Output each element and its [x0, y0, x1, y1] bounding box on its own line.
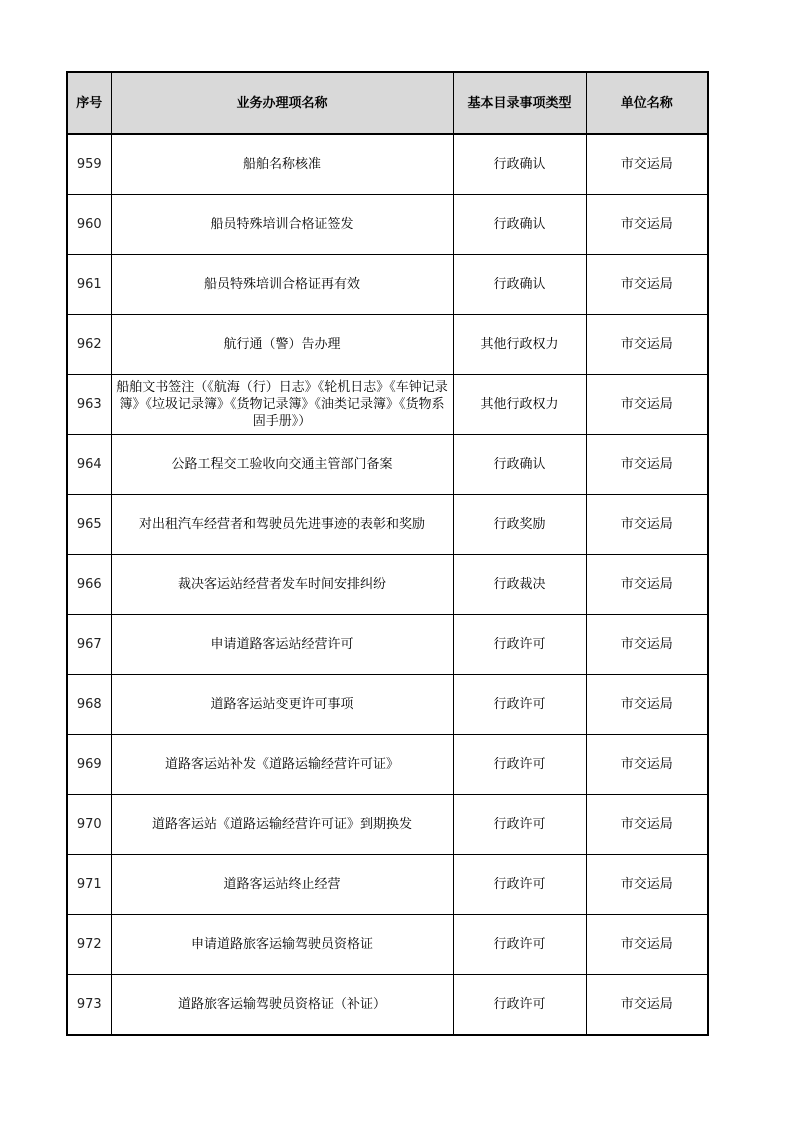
row-item-type-cell: 行政奖励: [453, 495, 586, 555]
row-item-type-cell: 行政确认: [453, 255, 586, 315]
row-seq-cell: 966: [67, 555, 111, 615]
row-item-name-cell: 船员特殊培训合格证再有效: [111, 255, 453, 315]
header-seq: 序号: [67, 72, 111, 134]
table-row: [67, 255, 708, 315]
row-item-type-cell: 其他行政权力: [453, 375, 586, 435]
table-row: [67, 195, 708, 255]
row-item-type-cell: 行政许可: [453, 975, 586, 1036]
row-item-name-cell: 裁决客运站经营者发车时间安排纠纷: [111, 555, 453, 615]
row-seq-cell: 972: [67, 915, 111, 975]
row-item-name-cell: 道路客运站《道路运输经营许可证》到期换发: [111, 795, 453, 855]
row-item-name-cell: 道路旅客运输驾驶员资格证（补证）: [111, 975, 453, 1036]
row-item-type-cell: 行政许可: [453, 735, 586, 795]
row-unit-name-cell: 市交运局: [586, 495, 708, 555]
row-item-type-cell: 行政确认: [453, 435, 586, 495]
row-item-name-cell: 航行通（警）告办理: [111, 315, 453, 375]
row-seq-cell: 970: [67, 795, 111, 855]
table-row: [67, 915, 708, 975]
row-seq-cell: 963: [67, 375, 111, 435]
row-item-name-cell: 申请道路旅客运输驾驶员资格证: [111, 915, 453, 975]
row-seq-cell: 971: [67, 855, 111, 915]
row-item-type-cell: 行政裁决: [453, 555, 586, 615]
row-seq-cell: 965: [67, 495, 111, 555]
row-item-name-cell: 对出租汽车经营者和驾驶员先进事迹的表彰和奖励: [111, 495, 453, 555]
row-seq-cell: 969: [67, 735, 111, 795]
row-unit-name-cell: 市交运局: [586, 315, 708, 375]
row-unit-name-cell: 市交运局: [586, 375, 708, 435]
row-item-name-cell: 公路工程交工验收向交通主管部门备案: [111, 435, 453, 495]
row-seq-cell: 964: [67, 435, 111, 495]
row-seq-cell: 959: [67, 134, 111, 195]
row-item-type-cell: 行政确认: [453, 195, 586, 255]
row-item-type-cell: 行政许可: [453, 675, 586, 735]
row-item-type-cell: 行政确认: [453, 134, 586, 195]
table-row: [67, 975, 708, 1036]
row-unit-name-cell: 市交运局: [586, 195, 708, 255]
table-row: [67, 735, 708, 795]
row-item-name-cell: 申请道路客运站经营许可: [111, 615, 453, 675]
row-item-name-cell: 道路客运站终止经营: [111, 855, 453, 915]
row-item-type-cell: 行政许可: [453, 795, 586, 855]
row-unit-name-cell: 市交运局: [586, 855, 708, 915]
header-unit-name: 单位名称: [586, 72, 708, 134]
table-row: [67, 855, 708, 915]
row-item-name-cell: 船舶名称核准: [111, 134, 453, 195]
row-item-type-cell: 行政许可: [453, 915, 586, 975]
row-seq-cell: 968: [67, 675, 111, 735]
row-unit-name-cell: 市交运局: [586, 134, 708, 195]
table-body: [67, 134, 708, 1035]
row-unit-name-cell: 市交运局: [586, 615, 708, 675]
row-item-type-cell: 行政许可: [453, 615, 586, 675]
table-row: [67, 795, 708, 855]
table-row: [67, 555, 708, 615]
row-seq-cell: 962: [67, 315, 111, 375]
header-row: [67, 72, 708, 134]
row-item-type-cell: 行政许可: [453, 855, 586, 915]
table-row: [67, 495, 708, 555]
header-item-type: 基本目录事项类型: [453, 72, 586, 134]
row-seq-cell: 967: [67, 615, 111, 675]
table-header: [67, 72, 708, 134]
row-unit-name-cell: 市交运局: [586, 255, 708, 315]
row-item-name-cell: 道路客运站补发《道路运输经营许可证》: [111, 735, 453, 795]
row-item-name-cell: 船舶文书签注（《航海（行）日志》《轮机日志》《车钟记录簿》《垃圾记录簿》《货物记录簿》《油类记录簿》《货物系固手册》）: [111, 375, 453, 435]
table-row: [67, 615, 708, 675]
row-seq-cell: 961: [67, 255, 111, 315]
row-unit-name-cell: 市交运局: [586, 735, 708, 795]
row-unit-name-cell: 市交运局: [586, 795, 708, 855]
table-row: [67, 134, 708, 195]
row-unit-name-cell: 市交运局: [586, 435, 708, 495]
row-item-type-cell: 其他行政权力: [453, 315, 586, 375]
header-item-name: 业务办理项名称: [111, 72, 453, 134]
row-unit-name-cell: 市交运局: [586, 915, 708, 975]
row-unit-name-cell: 市交运局: [586, 675, 708, 735]
row-seq-cell: 960: [67, 195, 111, 255]
table-row: [67, 675, 708, 735]
table-row: [67, 315, 708, 375]
table-row: [67, 435, 708, 495]
row-item-name-cell: 船员特殊培训合格证签发: [111, 195, 453, 255]
service-items-table: [66, 71, 709, 1036]
row-unit-name-cell: 市交运局: [586, 975, 708, 1036]
row-seq-cell: 973: [67, 975, 111, 1036]
row-item-name-cell: 道路客运站变更许可事项: [111, 675, 453, 735]
row-unit-name-cell: 市交运局: [586, 555, 708, 615]
table-row: [67, 375, 708, 435]
